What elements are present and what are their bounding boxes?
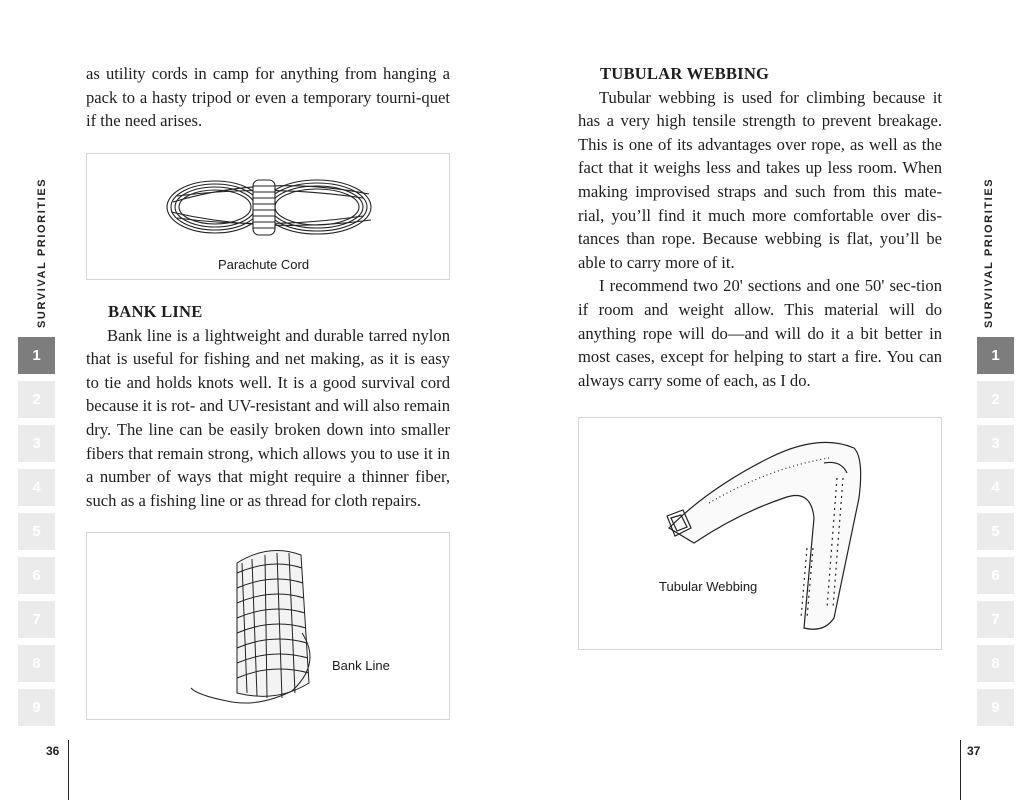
figure-caption: Tubular Webbing	[659, 579, 758, 594]
chapter-tab-label: 8	[32, 655, 41, 672]
intro-text	[86, 62, 450, 133]
chapter-tab-label: 5	[32, 523, 41, 540]
section-heading: TUBULAR WEBBING	[600, 64, 770, 83]
chapter-tab-2[interactable]	[977, 381, 1014, 418]
page-number-right: 37	[967, 744, 981, 758]
figure-caption: Parachute Cord	[218, 257, 310, 272]
paragraph: I recommend two 20' sections and one 50' sec-tion if room and weight allow. This material will do anything rope will do—and will do it a bit better in most cases, except for helping to start a fire. You can always carry some of each, as I do.	[578, 276, 942, 390]
tubular-webbing-illustration	[579, 418, 943, 651]
chapter-tab-label: 3	[991, 435, 1000, 452]
chapter-tab-8[interactable]	[977, 645, 1014, 682]
chapter-tab-4[interactable]	[977, 469, 1014, 506]
tubular-webbing-section	[578, 62, 942, 392]
chapter-tab-label: 2	[991, 391, 1000, 408]
chapter-tab-6[interactable]	[977, 557, 1014, 594]
parachute-cord-figure	[86, 153, 450, 280]
chapter-tab-6[interactable]	[18, 557, 55, 594]
chapter-tab-9[interactable]	[977, 689, 1014, 726]
chapter-tab-label: 4	[32, 479, 41, 496]
chapter-tab-8[interactable]	[18, 645, 55, 682]
chapter-tab-label: 4	[991, 479, 1000, 496]
chapter-tab-label: 6	[32, 567, 41, 584]
chapter-tab-label: 9	[32, 699, 41, 716]
chapter-tab-3[interactable]	[18, 425, 55, 462]
paragraph: Tubular webbing is used for climbing because it has a very high tensile strength to prevent breakage. This is one of its advantages over rope, as well as the fact that it weighs less and takes up less room. When making improvised straps and such from this mate-rial, you’ll find it much more comfortable over dis-tances than rope. Because webbing is flat, you’ll be able to carry more of it.	[578, 87, 942, 272]
paragraph: Bank line is a lightweight and durable tarred nylon that is useful for fishing and net making, as it is easy to tie and holds knots well. It is a good survival cord because it is rot- and UV-resistant and will also remain dry. The line can be easily broken down into smaller fibers that remain strong, which allows you to use it in a number of ways that might require a thinner fiber, such as a fishing line or as thread for cloth repairs.	[86, 325, 450, 510]
bank-line-illustration	[87, 533, 451, 721]
chapter-tab-4[interactable]	[18, 469, 55, 506]
bank-line-figure	[86, 532, 450, 720]
chapter-tab-2[interactable]	[18, 381, 55, 418]
chapter-tab-label: 1	[991, 347, 1000, 364]
folio-rule-right	[960, 740, 961, 800]
paragraph: as utility cords in camp for anything from hanging a pack to a hasty tripod or even a temporary tourni-quet if the need arises.	[86, 64, 450, 131]
chapter-tab-label: 8	[991, 655, 1000, 672]
chapter-tab-label: 5	[991, 523, 1000, 540]
running-head-left: SURVIVAL PRIORITIES	[36, 177, 48, 328]
figure-caption: Bank Line	[332, 658, 390, 673]
chapter-tab-3[interactable]	[977, 425, 1014, 462]
page-number-left: 36	[46, 744, 60, 758]
chapter-tab-label: 1	[32, 347, 41, 364]
right-page	[514, 0, 1028, 800]
chapter-tab-1[interactable]	[977, 337, 1014, 374]
chapter-tabs-right	[977, 337, 1014, 733]
chapter-tab-label: 7	[991, 611, 1000, 628]
chapter-tab-5[interactable]	[977, 513, 1014, 550]
tubular-webbing-figure	[578, 417, 942, 650]
chapter-tab-9[interactable]	[18, 689, 55, 726]
bank-line-section	[86, 300, 450, 512]
chapter-tab-label: 6	[991, 567, 1000, 584]
section-heading: BANK LINE	[108, 302, 203, 321]
chapter-tab-label: 2	[32, 391, 41, 408]
chapter-tab-label: 3	[32, 435, 41, 452]
chapter-tab-label: 9	[991, 699, 1000, 716]
chapter-tab-7[interactable]	[977, 601, 1014, 638]
chapter-tab-7[interactable]	[18, 601, 55, 638]
folio-rule-left	[68, 740, 69, 800]
chapter-tab-label: 7	[32, 611, 41, 628]
chapter-tab-1[interactable]	[18, 337, 55, 374]
running-head-right: SURVIVAL PRIORITIES	[983, 177, 995, 328]
chapter-tabs-left	[18, 337, 55, 733]
chapter-tab-5[interactable]	[18, 513, 55, 550]
